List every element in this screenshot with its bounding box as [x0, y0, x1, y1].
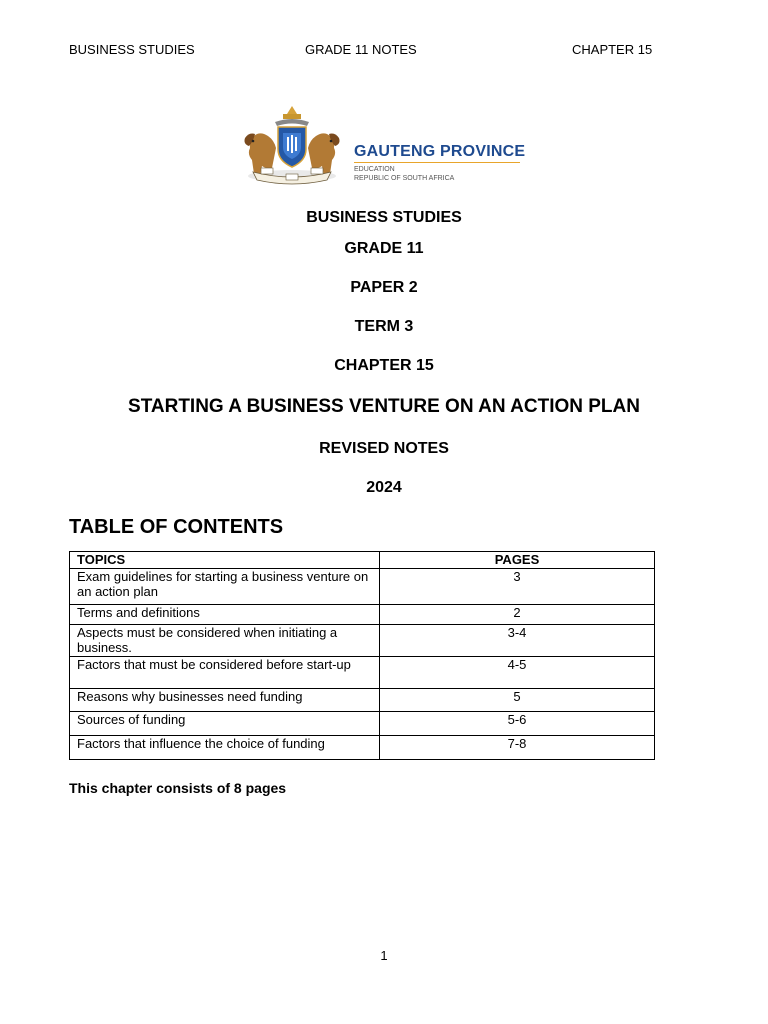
- toc-heading: TABLE OF CONTENTS: [69, 516, 284, 538]
- header-subject: BUSINESS STUDIES: [69, 42, 195, 57]
- toc-topic: Factors that influence the choice of funding: [70, 736, 380, 760]
- table-row: [70, 605, 655, 625]
- table-row: [70, 689, 655, 712]
- cover-title: STARTING A BUSINESS VENTURE ON AN ACTION PLAN: [128, 396, 640, 417]
- cover-year: 2024: [366, 479, 402, 496]
- logo-divider: [354, 162, 520, 163]
- toc-topic: Aspects must be considered when initiating a business.: [70, 625, 380, 657]
- cover-subject: BUSINESS STUDIES: [306, 209, 462, 226]
- table-row: [70, 712, 655, 736]
- table-row: [70, 625, 655, 657]
- header-chapter: CHAPTER 15: [572, 42, 653, 57]
- toc-topic: Exam guidelines for starting a business venture on an action plan: [70, 569, 380, 605]
- page-header: [0, 42, 768, 58]
- toc-pages: 3: [380, 569, 655, 605]
- cover-chapter: CHAPTER 15: [334, 357, 434, 374]
- chapter-page-count-note: This chapter consists of 8 pages: [69, 780, 287, 796]
- toc-header-row: [70, 552, 655, 569]
- page-number: 1: [380, 948, 388, 963]
- cover-term: TERM 3: [354, 318, 414, 335]
- logo-education: EDUCATION: [354, 166, 395, 173]
- toc-topic: Factors that must be considered before start-up: [70, 657, 380, 689]
- toc-pages: 3-4: [380, 625, 655, 657]
- toc-topic: Reasons why businesses need funding: [70, 689, 380, 712]
- logo-title: GAUTENG PROVINCE: [354, 143, 526, 160]
- toc-topic: Sources of funding: [70, 712, 380, 736]
- toc-pages: 5-6: [380, 712, 655, 736]
- table-row: [70, 569, 655, 605]
- toc-table: [69, 551, 655, 760]
- toc-topic: Terms and definitions: [70, 605, 380, 625]
- toc-pages: 2: [380, 605, 655, 625]
- logo-text-block: [354, 143, 525, 183]
- cover-grade: GRADE 11: [344, 240, 424, 257]
- toc-pages: 7-8: [380, 736, 655, 760]
- table-row: [70, 657, 655, 689]
- header-grade-notes: GRADE 11 NOTES: [305, 42, 417, 57]
- toc-column-topics: TOPICS: [70, 552, 380, 569]
- cover-paper: PAPER 2: [350, 279, 418, 296]
- toc-pages: 4-5: [380, 657, 655, 689]
- toc-pages: 5: [380, 689, 655, 712]
- gauteng-logo: [217, 100, 549, 206]
- logo-republic: REPUBLIC OF SOUTH AFRICA: [354, 175, 455, 182]
- cover-subtitle: REVISED NOTES: [319, 440, 449, 457]
- toc-column-pages: PAGES: [380, 552, 655, 569]
- table-row: [70, 736, 655, 760]
